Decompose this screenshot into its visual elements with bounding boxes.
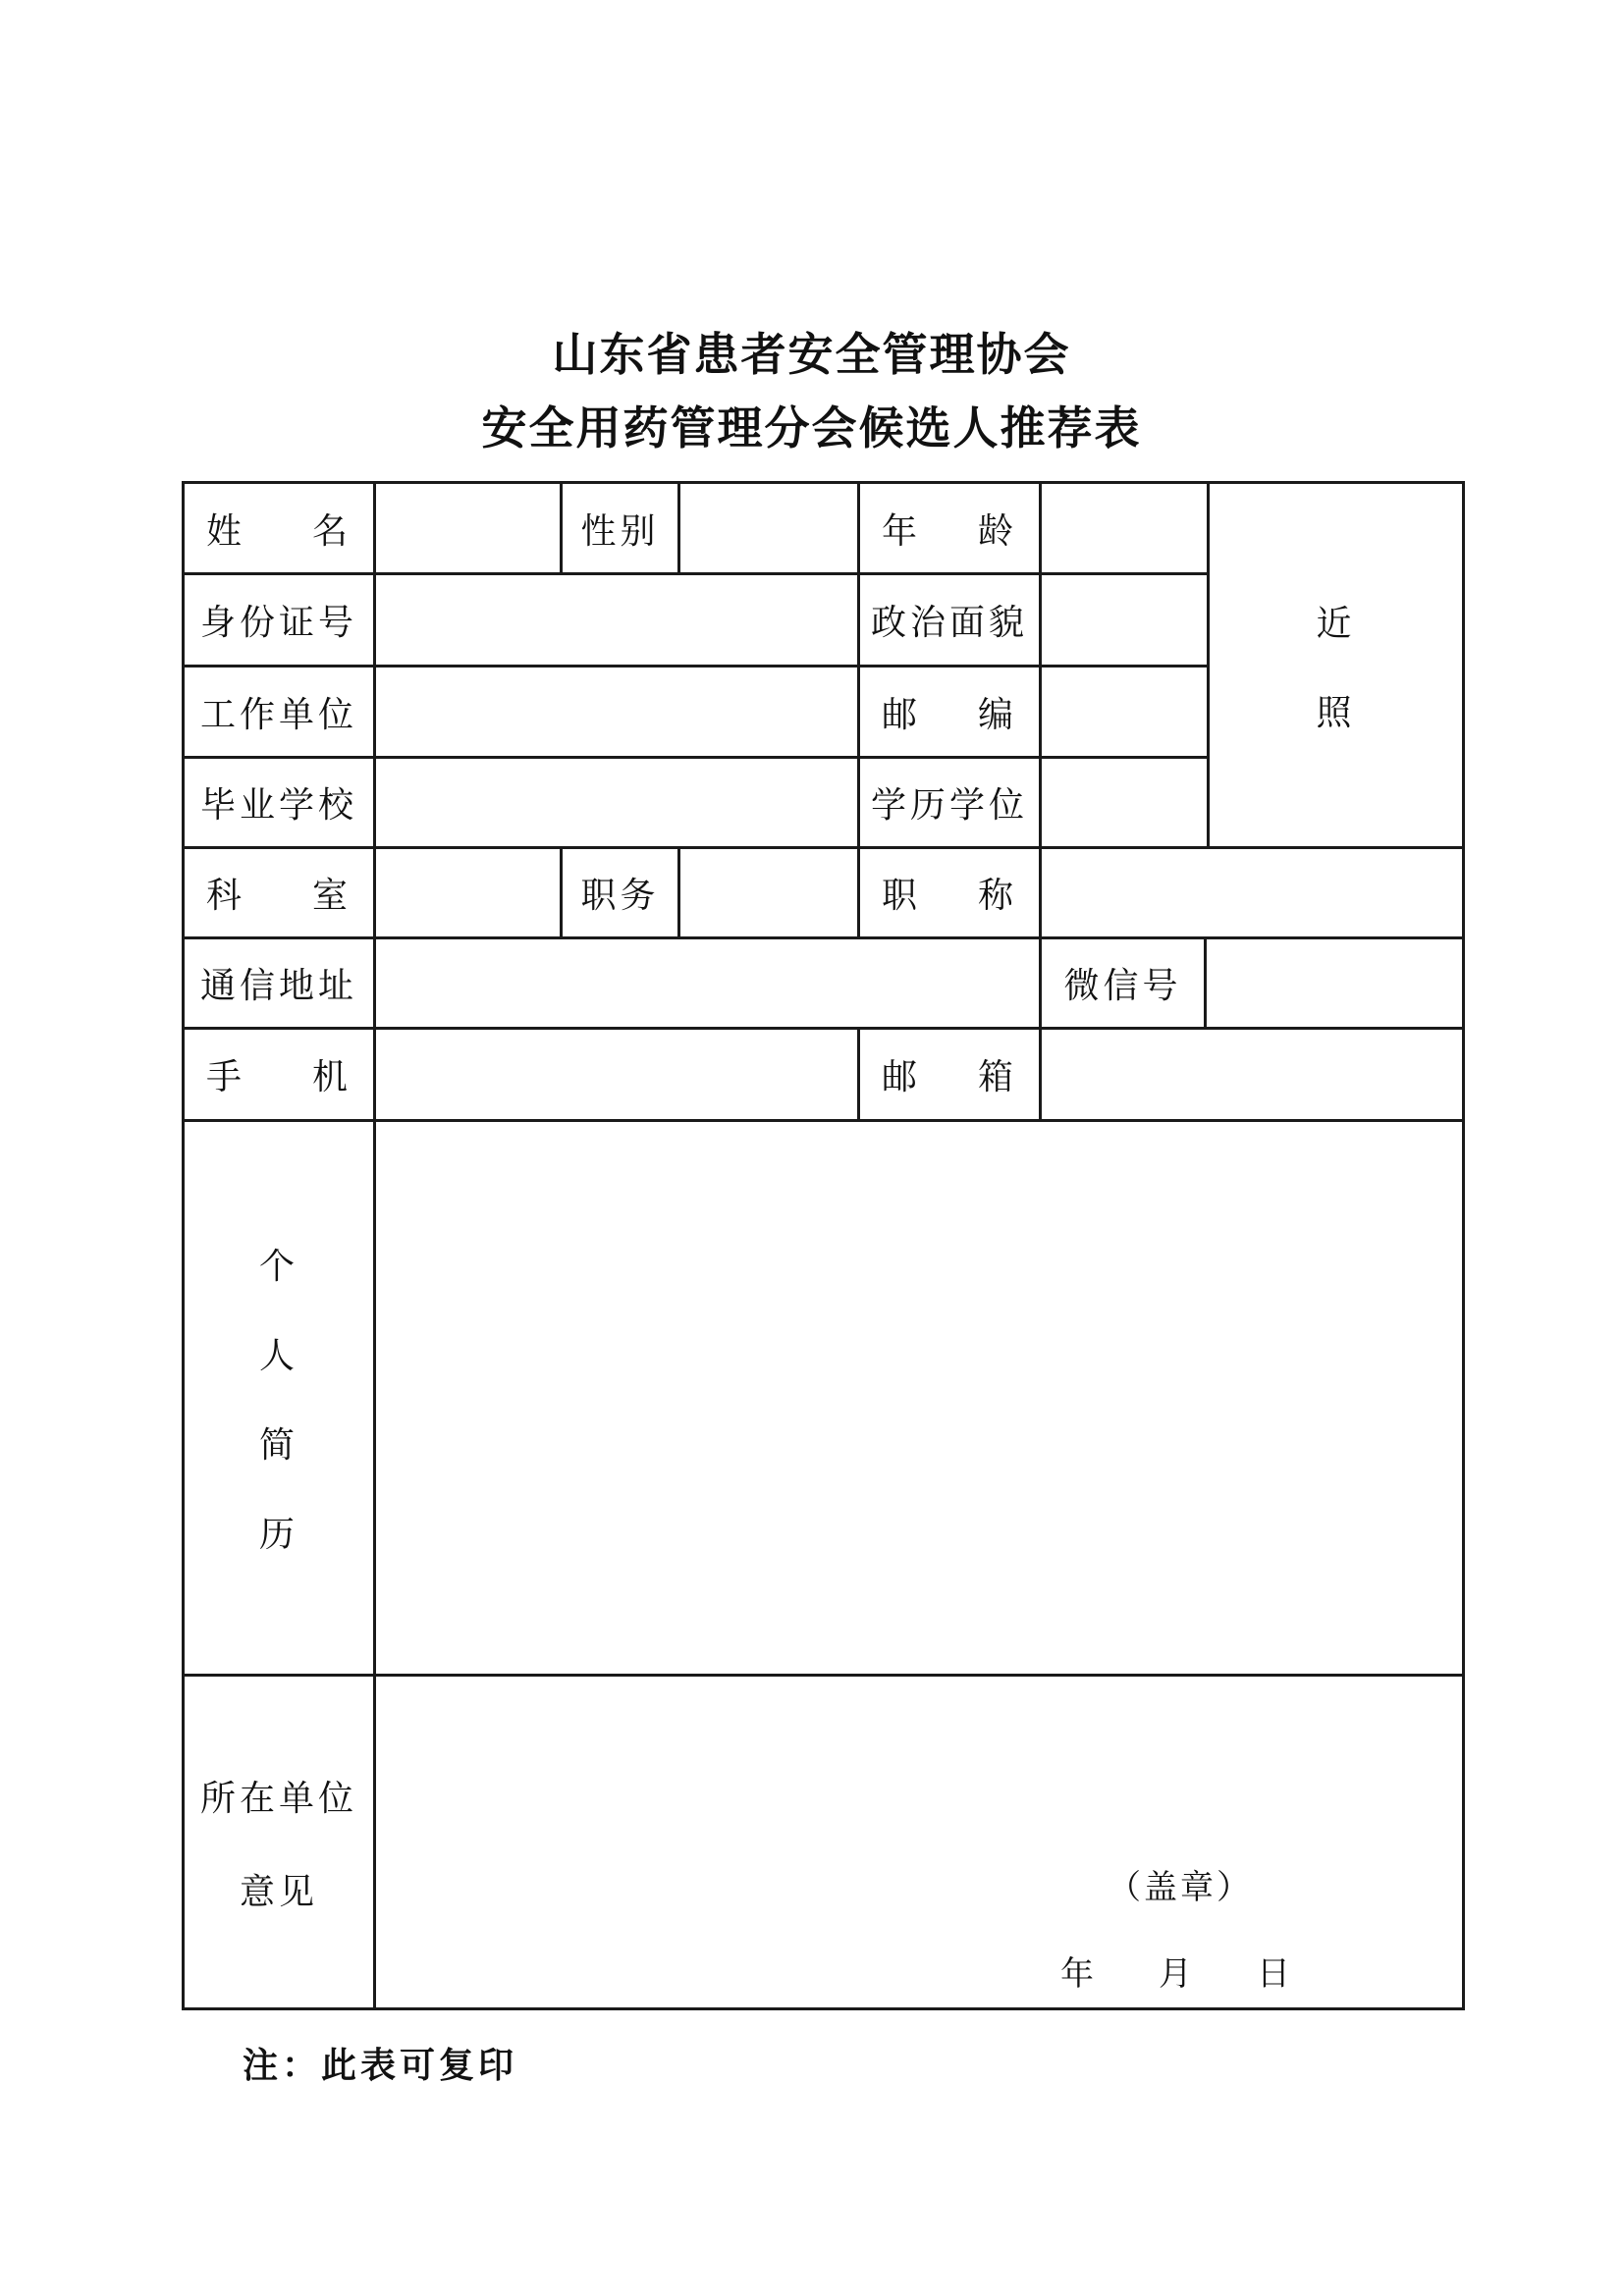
gender-field[interactable]	[680, 484, 857, 572]
title-line-1: 山东省患者安全管理协会	[552, 328, 1071, 381]
photo-label-char: 照	[1316, 692, 1356, 733]
id-number-field[interactable]	[376, 575, 857, 665]
seal-label: （盖章）	[1108, 1868, 1253, 1907]
mailing-address-field[interactable]	[376, 939, 1039, 1027]
label-postcode-char: 邮	[882, 694, 922, 735]
label-age-char: 年	[882, 510, 922, 552]
professional-title-field[interactable]	[1042, 849, 1462, 936]
table-border-right	[1462, 481, 1465, 2010]
label-age-char: 龄	[977, 510, 1017, 552]
label-professional-title-char: 称	[977, 876, 1017, 916]
label-email-char: 邮	[882, 1057, 922, 1097]
label-name-char: 名	[311, 510, 352, 552]
label-mobile-char: 手	[206, 1057, 246, 1097]
label-unit-opinion-line: 所在单位	[199, 1778, 357, 1819]
work-unit-field[interactable]	[376, 667, 857, 756]
label-name-char: 姓	[206, 510, 246, 552]
unit-opinion-field[interactable]	[376, 1677, 1462, 2007]
label-id-number: 身份证号	[199, 603, 357, 643]
label-postcode-char: 编	[977, 694, 1017, 735]
mobile-field[interactable]	[376, 1030, 857, 1119]
label-resume	[185, 1122, 373, 1674]
date-day-label: 日	[1257, 1954, 1290, 1994]
graduate-school-field[interactable]	[376, 759, 857, 846]
education-degree-field[interactable]	[1042, 759, 1207, 846]
label-unit-opinion	[185, 1677, 373, 2007]
label-mobile	[185, 1030, 373, 1119]
label-resume-char: 历	[258, 1515, 298, 1555]
label-department	[185, 849, 373, 936]
label-resume-char: 简	[258, 1425, 298, 1466]
wechat-field[interactable]	[1207, 939, 1462, 1027]
label-professional-title	[860, 849, 1039, 936]
photo-box[interactable]	[1210, 484, 1462, 846]
department-field[interactable]	[376, 849, 560, 936]
label-department-char: 室	[311, 876, 352, 916]
label-email	[860, 1030, 1039, 1119]
title-line-2: 安全用药管理分会候选人推荐表	[481, 401, 1142, 454]
date-month-label: 月	[1159, 1954, 1192, 1994]
label-postcode	[860, 667, 1039, 756]
age-field[interactable]	[1042, 484, 1207, 572]
label-email-char: 箱	[977, 1057, 1017, 1097]
label-mobile-char: 机	[311, 1057, 352, 1097]
label-resume-char: 个	[258, 1247, 298, 1287]
label-wechat: 微信号	[1063, 966, 1182, 1006]
position-field[interactable]	[680, 849, 857, 936]
label-unit-opinion-line: 意见	[239, 1871, 318, 1912]
label-gender: 性别	[580, 510, 660, 552]
label-department-char: 科	[206, 876, 246, 916]
date-year-label: 年	[1060, 1954, 1094, 1994]
footnote: 注：此表可复印	[243, 2045, 518, 2086]
postcode-field[interactable]	[1042, 667, 1207, 756]
resume-field[interactable]	[376, 1122, 1462, 1674]
label-age	[860, 484, 1039, 572]
label-position: 职务	[580, 876, 660, 916]
photo-label-char: 近	[1316, 603, 1356, 644]
label-political-status: 政治面貌	[870, 603, 1028, 643]
label-graduate-school: 毕业学校	[199, 785, 357, 826]
name-field[interactable]	[376, 484, 560, 572]
label-professional-title-char: 职	[882, 876, 922, 916]
label-mailing-address: 通信地址	[199, 966, 357, 1006]
label-name	[185, 484, 373, 572]
label-education-degree: 学历学位	[870, 785, 1028, 826]
label-resume-char: 人	[258, 1336, 298, 1376]
label-work-unit: 工作单位	[199, 694, 357, 735]
political-status-field[interactable]	[1042, 575, 1207, 665]
email-field[interactable]	[1042, 1030, 1462, 1119]
